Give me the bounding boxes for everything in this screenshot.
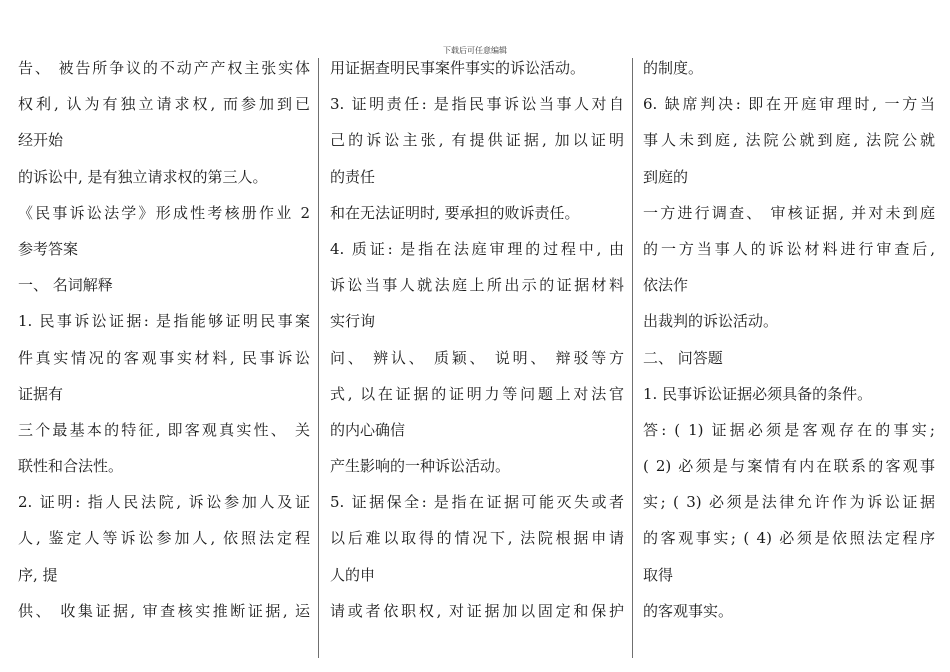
text-line: 一、 名词解释 xyxy=(18,276,113,295)
text-line: 三个最基本的特征, 即客观真实性、 关 xyxy=(18,420,310,439)
text-line: 告、 被告所争议的不动产产权主张实体 xyxy=(18,59,310,77)
text-line: 的一方当事人的诉讼材料进行审查后, xyxy=(643,239,935,258)
text-line: 请或者依职权, 对证据加以固定和保护 xyxy=(330,601,624,620)
text-line: 供、 收集证据, 审查核实推断证据, 运 xyxy=(18,601,310,620)
text-line: 件真实情况的客观事实材料, 民事诉讼 xyxy=(18,348,310,367)
text-line: 的客观事实。 xyxy=(643,601,734,620)
text-line: 实; ( 3) 必须是法律允许作为诉讼证据 xyxy=(643,493,935,512)
text-line: 权利, 认为有独立请求权, 而参加到已 xyxy=(18,95,310,114)
text-column-1 xyxy=(18,50,310,660)
text-line: 6. 缺席判决: 即在开庭审理时, 一方当 xyxy=(643,95,935,114)
text-line: 人, 鉴定人等诉讼参加人, 依照法定程 xyxy=(18,529,310,548)
text-line: 问、 辨认、 质颖、 说明、 辩驳等方 xyxy=(330,348,624,367)
text-line: 经开始 xyxy=(18,131,64,150)
text-line: 己的诉讼主张, 有提供证据, 加以证明 xyxy=(330,131,624,150)
text-line: 依法作 xyxy=(643,276,689,295)
text-line: 事人未到庭, 法院公就到庭, 法院公就 xyxy=(643,131,935,150)
column-divider-1 xyxy=(318,58,319,658)
text-line: 用证据查明民事案件事实的诉讼活动。 xyxy=(330,59,586,77)
text-line: 的内心确信 xyxy=(330,420,406,439)
text-line: 实行询 xyxy=(330,312,376,331)
text-line: 的客观事实; ( 4) 必须是依照法定程序 xyxy=(643,529,935,548)
text-column-3 xyxy=(643,50,935,660)
text-line: 产生影响的一种诉讼活动。 xyxy=(330,457,511,476)
text-line: 答: ( 1) 证据必须是客观存在的事实; xyxy=(643,420,935,439)
text-line: 3. 证明责任: 是指民事诉讼当事人对自 xyxy=(330,95,624,114)
text-line: 序, 提 xyxy=(18,565,58,584)
text-column-2 xyxy=(330,50,624,660)
text-line: 和在无法证明时, 要承担的败诉责任。 xyxy=(330,203,580,222)
header-note: 下载后可任意编辑 xyxy=(443,46,507,55)
column-divider-2 xyxy=(632,58,633,658)
text-line: 证据有 xyxy=(18,384,64,403)
text-line: 一方进行调查、 审核证据, 并对未到庭 xyxy=(643,203,935,222)
text-line: 的诉讼中, 是有独立请求权的第三人。 xyxy=(18,167,268,186)
text-line: 《民事诉讼法学》形成性考核册作业 2 xyxy=(18,203,310,222)
text-line: 二、 问答题 xyxy=(643,348,723,367)
text-line: 参考答案 xyxy=(18,239,79,258)
text-line: 的责任 xyxy=(330,167,376,186)
text-line: 4. 质证: 是指在法庭审理的过程中, 由 xyxy=(330,239,624,258)
text-line: 式, 以在证据的证明力等问题上对法官 xyxy=(330,384,624,403)
text-line: 联性和合法性。 xyxy=(18,457,124,476)
text-line: 取得 xyxy=(643,565,674,584)
text-line: ( 2) 必须是与案情有内在联系的客观事 xyxy=(643,457,935,476)
text-line: 的制度。 xyxy=(643,59,704,77)
text-line: 1. 民事诉讼证据: 是指能够证明民事案 xyxy=(18,312,310,331)
text-line: 1. 民事诉讼证据必须具备的条件。 xyxy=(643,384,873,403)
text-line: 5. 证据保全: 是指在证据可能灭失或者 xyxy=(330,493,624,512)
text-line: 2. 证明: 指人民法院, 诉讼参加人及证 xyxy=(18,493,310,512)
text-line: 以后难以取得的情况下, 法院根据申请 xyxy=(330,529,624,548)
text-line: 到庭的 xyxy=(643,167,689,186)
text-line: 诉讼当事人就法庭上所出示的证据材料 xyxy=(330,276,624,295)
text-line: 人的申 xyxy=(330,565,376,584)
text-line: 出裁判的诉讼活动。 xyxy=(643,312,779,331)
